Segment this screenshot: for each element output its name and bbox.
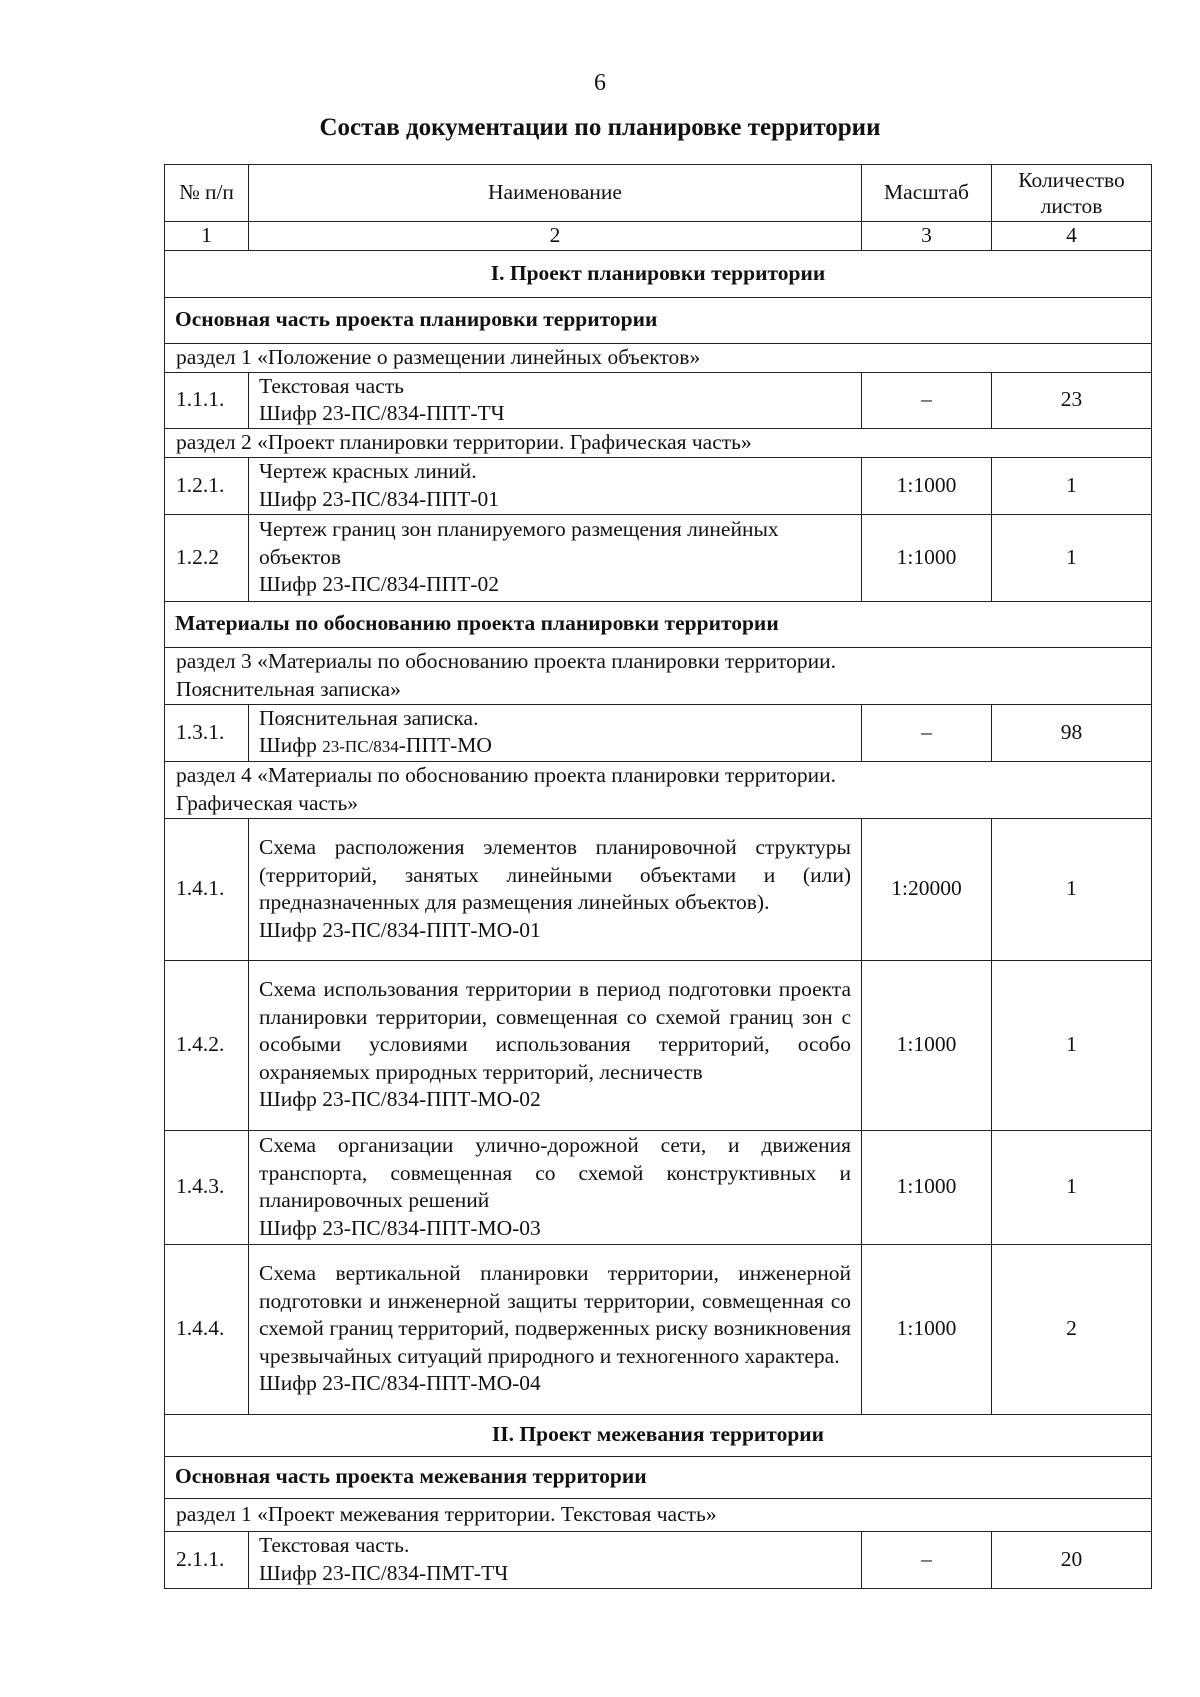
row-scale: – <box>862 372 992 428</box>
subsection-title: Основная часть проекта планировки территории <box>165 297 1152 343</box>
row-name <box>249 1531 862 1588</box>
row-number: 1.3.1. <box>165 704 249 761</box>
row-sheets: 1 <box>992 514 1152 601</box>
row-sheets: 98 <box>992 704 1152 761</box>
part-title <box>165 647 1152 704</box>
row-code <box>259 732 851 761</box>
part-row <box>165 1498 1152 1531</box>
column-number: 1 <box>165 222 249 251</box>
page-number: 6 <box>594 70 606 96</box>
table-row <box>165 457 1152 514</box>
row-scale: 1:1000 <box>862 960 992 1130</box>
table-row <box>165 1130 1152 1244</box>
header-number: № п/п <box>165 165 249 222</box>
subsection-row <box>165 1456 1152 1498</box>
column-number: 3 <box>862 222 992 251</box>
row-sheets: 20 <box>992 1531 1152 1588</box>
row-scale: 1:20000 <box>862 818 992 960</box>
row-scale: 1:1000 <box>862 1244 992 1414</box>
part-row <box>165 647 1152 704</box>
section-row <box>165 250 1152 297</box>
row-name-line: Чертеж красных линий. <box>259 459 477 483</box>
section-title: I. Проект планировки территории <box>165 250 1152 297</box>
column-number: 4 <box>992 222 1152 251</box>
part-row <box>165 428 1152 457</box>
row-scale: – <box>862 1531 992 1588</box>
row-name <box>249 960 862 1130</box>
row-sheets: 1 <box>992 818 1152 960</box>
row-name-text: Схема вертикальной планировки территории, инженерной подготовки и инженерной защиты территории, совмещенная со схемой границ территорий, подверженных риску возникновения чрезвычайных ситуаций природного и техногенного характера. <box>259 1261 851 1368</box>
part-title-line: раздел 3 «Материалы по обоснованию проекта планировки территории. <box>176 649 836 673</box>
row-sheets: 2 <box>992 1244 1152 1414</box>
row-name <box>249 1244 862 1414</box>
part-title <box>165 761 1152 818</box>
row-code-small: 23-ПС/834 <box>322 737 399 756</box>
row-number: 1.4.3. <box>165 1130 249 1244</box>
subsection-row <box>165 297 1152 343</box>
part-row <box>165 343 1152 372</box>
part-title: раздел 1 «Положение о размещении линейных объектов» <box>165 343 1152 372</box>
row-sheets: 1 <box>992 1130 1152 1244</box>
row-code: Шифр 23-ПС/834-ППТ-МО-03 <box>259 1215 541 1240</box>
row-number: 1.1.1. <box>165 372 249 428</box>
row-number: 1.2.1. <box>165 457 249 514</box>
row-sheets: 1 <box>992 960 1152 1130</box>
row-name <box>249 704 862 761</box>
row-number: 1.2.2 <box>165 514 249 601</box>
header-sheets <box>992 165 1152 222</box>
row-number: 1.4.2. <box>165 960 249 1130</box>
page-title: Состав документации по планировке территории <box>319 114 881 141</box>
row-name-line: объектов <box>259 544 341 569</box>
part-title-line: Пояснительная записка» <box>176 676 401 701</box>
header-sheets-line1: Количество <box>1018 168 1125 192</box>
row-name-text: Схема организации улично-дорожной сети, и движения транспорта, совмещенная со схемой конструктивных и планировочных решений <box>259 1133 851 1212</box>
row-code: Шифр 23-ПС/834-ППТ-ТЧ <box>259 401 505 425</box>
part-title: раздел 2 «Проект планировки территории. Графическая часть» <box>165 428 1152 457</box>
row-name <box>249 514 862 601</box>
documentation-table <box>164 164 1152 1589</box>
row-name-line: Текстовая часть <box>259 373 404 398</box>
row-name-line: Пояснительная записка. <box>259 705 479 730</box>
part-row <box>165 761 1152 818</box>
subsection-row <box>165 601 1152 647</box>
row-name-line: Текстовая часть. <box>259 1533 410 1557</box>
row-scale: 1:1000 <box>862 514 992 601</box>
row-number: 1.4.1. <box>165 818 249 960</box>
table-row <box>165 704 1152 761</box>
row-sheets: 23 <box>992 372 1152 428</box>
table-row <box>165 372 1152 428</box>
subsection-title: Материалы по обоснованию проекта планировки территории <box>165 601 1152 647</box>
subsection-title: Основная часть проекта межевания территории <box>165 1456 1152 1498</box>
section-row <box>165 1414 1152 1456</box>
table-row <box>165 1531 1152 1588</box>
row-name <box>249 1130 862 1244</box>
row-scale: 1:1000 <box>862 457 992 514</box>
row-code: Шифр 23-ПС/834-ППТ-01 <box>259 486 500 511</box>
row-number: 1.4.4. <box>165 1244 249 1414</box>
row-number: 2.1.1. <box>165 1531 249 1588</box>
row-code: Шифр 23-ПС/834-ППТ-МО-02 <box>259 1087 541 1112</box>
header-sheets-line2: листов <box>1040 194 1103 218</box>
header-name: Наименование <box>249 165 862 222</box>
row-name <box>249 372 862 428</box>
table-row <box>165 514 1152 601</box>
column-number: 2 <box>249 222 862 251</box>
section-title: II. Проект межевания территории <box>165 1414 1152 1456</box>
table-row <box>165 960 1152 1130</box>
row-code: Шифр 23-ПС/834-ПМТ-ТЧ <box>259 1560 509 1585</box>
part-title-line: раздел 4 «Материалы по обоснованию проекта планировки территории. <box>176 763 836 787</box>
row-code-prefix: Шифр <box>259 733 323 757</box>
table-header-row <box>165 165 1152 222</box>
row-name-line: Чертеж границ зон планируемого размещения линейных <box>259 517 779 542</box>
row-name-text: Схема расположения элементов планировочной структуры (территорий, занятых линейными объектами и (или) предназначенных для размещения линейных объектов). <box>259 835 851 914</box>
part-title-line: Графическая часть» <box>176 790 359 815</box>
part-title: раздел 1 «Проект межевания территории. Текстовая часть» <box>165 1498 1152 1531</box>
row-name <box>249 457 862 514</box>
row-sheets: 1 <box>992 457 1152 514</box>
header-scale: Масштаб <box>862 165 992 222</box>
row-scale: – <box>862 704 992 761</box>
row-code: Шифр 23-ПС/834-ППТ-МО-01 <box>259 917 541 942</box>
row-code: Шифр 23-ПС/834-ППТ-МО-04 <box>259 1371 541 1396</box>
row-scale: 1:1000 <box>862 1130 992 1244</box>
row-name <box>249 818 862 960</box>
row-code: Шифр 23-ПС/834-ППТ-02 <box>259 572 500 597</box>
row-code-suffix: -ППТ-МО <box>398 733 492 757</box>
column-numbers-row <box>165 222 1152 251</box>
row-name-text: Схема использования территории в период подготовки проекта планировки территории, совмещенная со схемой границ зон с особыми условиями использования территорий, особо охраняемых природных территорий, лесничеств <box>259 977 851 1084</box>
table-row <box>165 818 1152 960</box>
table-row <box>165 1244 1152 1414</box>
